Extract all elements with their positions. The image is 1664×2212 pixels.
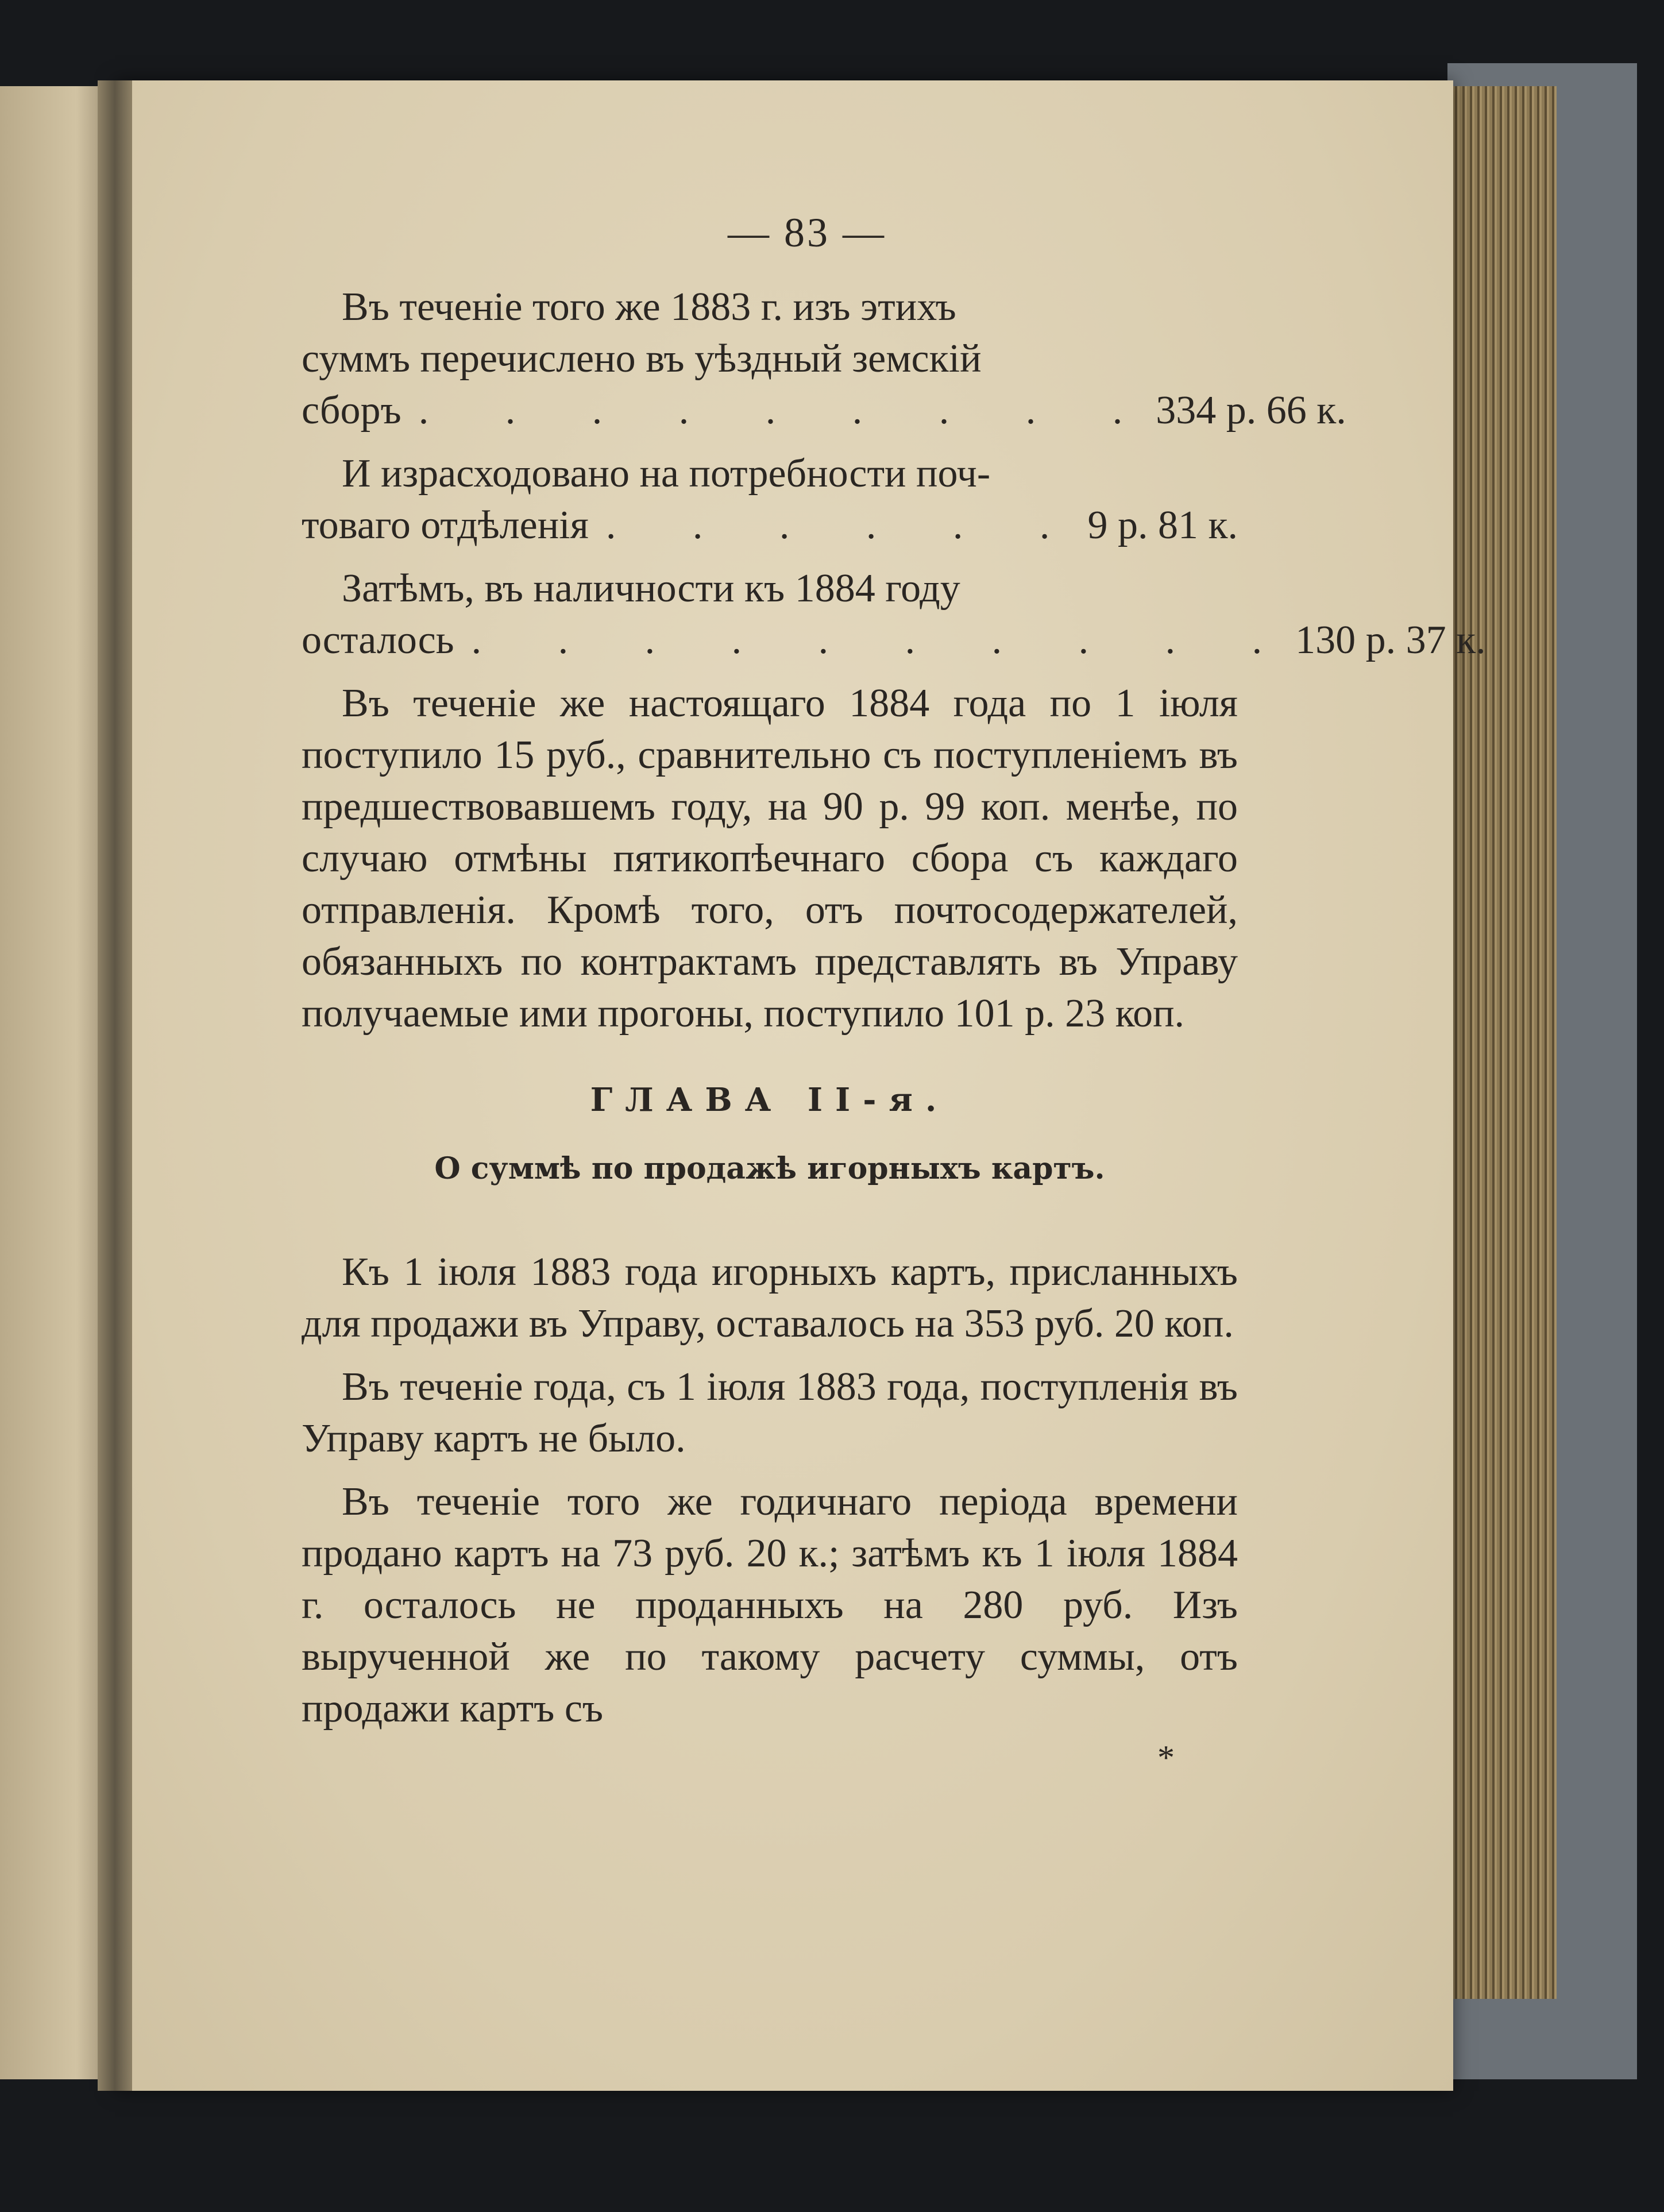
entry-postal-expenses: [302, 448, 1238, 551]
entry-text-line: Въ теченіе того же 1883 г. изъ этихъ: [342, 285, 956, 329]
book-spine: [98, 80, 132, 2091]
paragraph: Къ 1 іюля 1883 года игорныхъ картъ, присланныхъ для продажи въ Управу, оставалось на 353 руб. 20 коп.: [302, 1250, 1238, 1346]
leader-dots: . . . . . . . . .: [418, 388, 1156, 433]
page-text: [302, 207, 1486, 1777]
chapter-subtitle: О суммѣ по продажѣ игорныхъ картъ.: [434, 1151, 1105, 1186]
page-number: — 83 —: [728, 210, 886, 256]
previous-page-edge: [0, 86, 109, 2079]
paragraph: Въ теченіе года, съ 1 іюля 1883 года, поступленія въ Управу картъ не было.: [302, 1365, 1238, 1461]
signature-mark: *: [1157, 1739, 1175, 1777]
entry-amount: 9 р. 81 к.: [1087, 503, 1238, 547]
entry-text-line: И израсходовано на потребности поч-: [342, 451, 991, 496]
entry-label: осталось: [302, 618, 454, 662]
entry-text-line: суммъ перечислено въ уѣздный земскій: [302, 337, 982, 381]
leader-dots: . . . . . . . . . .: [471, 618, 1296, 662]
entry-amount-line: [302, 500, 1238, 551]
paragraph: Въ теченіе того же годичнаго періода времени продано картъ на 73 руб. 20 к.; затѣмъ къ 1 іюля 1884 г. осталось не проданныхъ на 280 руб. Изъ вырученной же по такому расчету суммы, отъ продажи картъ съ: [302, 1480, 1238, 1731]
entry-label: товаго отдѣленія: [302, 503, 589, 547]
entry-zemstvo: [302, 281, 1346, 437]
entry-balance: [302, 563, 1486, 666]
entry-amount: 334 р. 66 к.: [1156, 388, 1346, 433]
entry-amount-line: [302, 385, 1346, 437]
entry-amount: 130 р. 37 к.: [1295, 618, 1486, 662]
entry-text-line: Затѣмъ, въ наличности къ 1884 году: [342, 566, 960, 611]
entry-amount-line: [302, 615, 1486, 666]
paragraph: Въ теченіе же настоящаго 1884 года по 1 іюля поступило 15 руб., сравнительно съ поступленіемъ въ предшествовавшемъ году, на 90 р. 99 коп. менѣе, по случаю отмѣны пятикопѣечнаго сбора съ каждаго отправленія. Кромѣ того, отъ почтосодержателей, обязанныхъ по контрактамъ представлять въ Управу получаемые ими прогоны, поступило 101 р. 23 коп.: [302, 681, 1238, 1036]
entry-label: сборъ: [302, 388, 401, 433]
leader-dots: . . . . . .: [605, 503, 1083, 547]
chapter-title: ГЛАВА II-я.: [590, 1081, 949, 1119]
